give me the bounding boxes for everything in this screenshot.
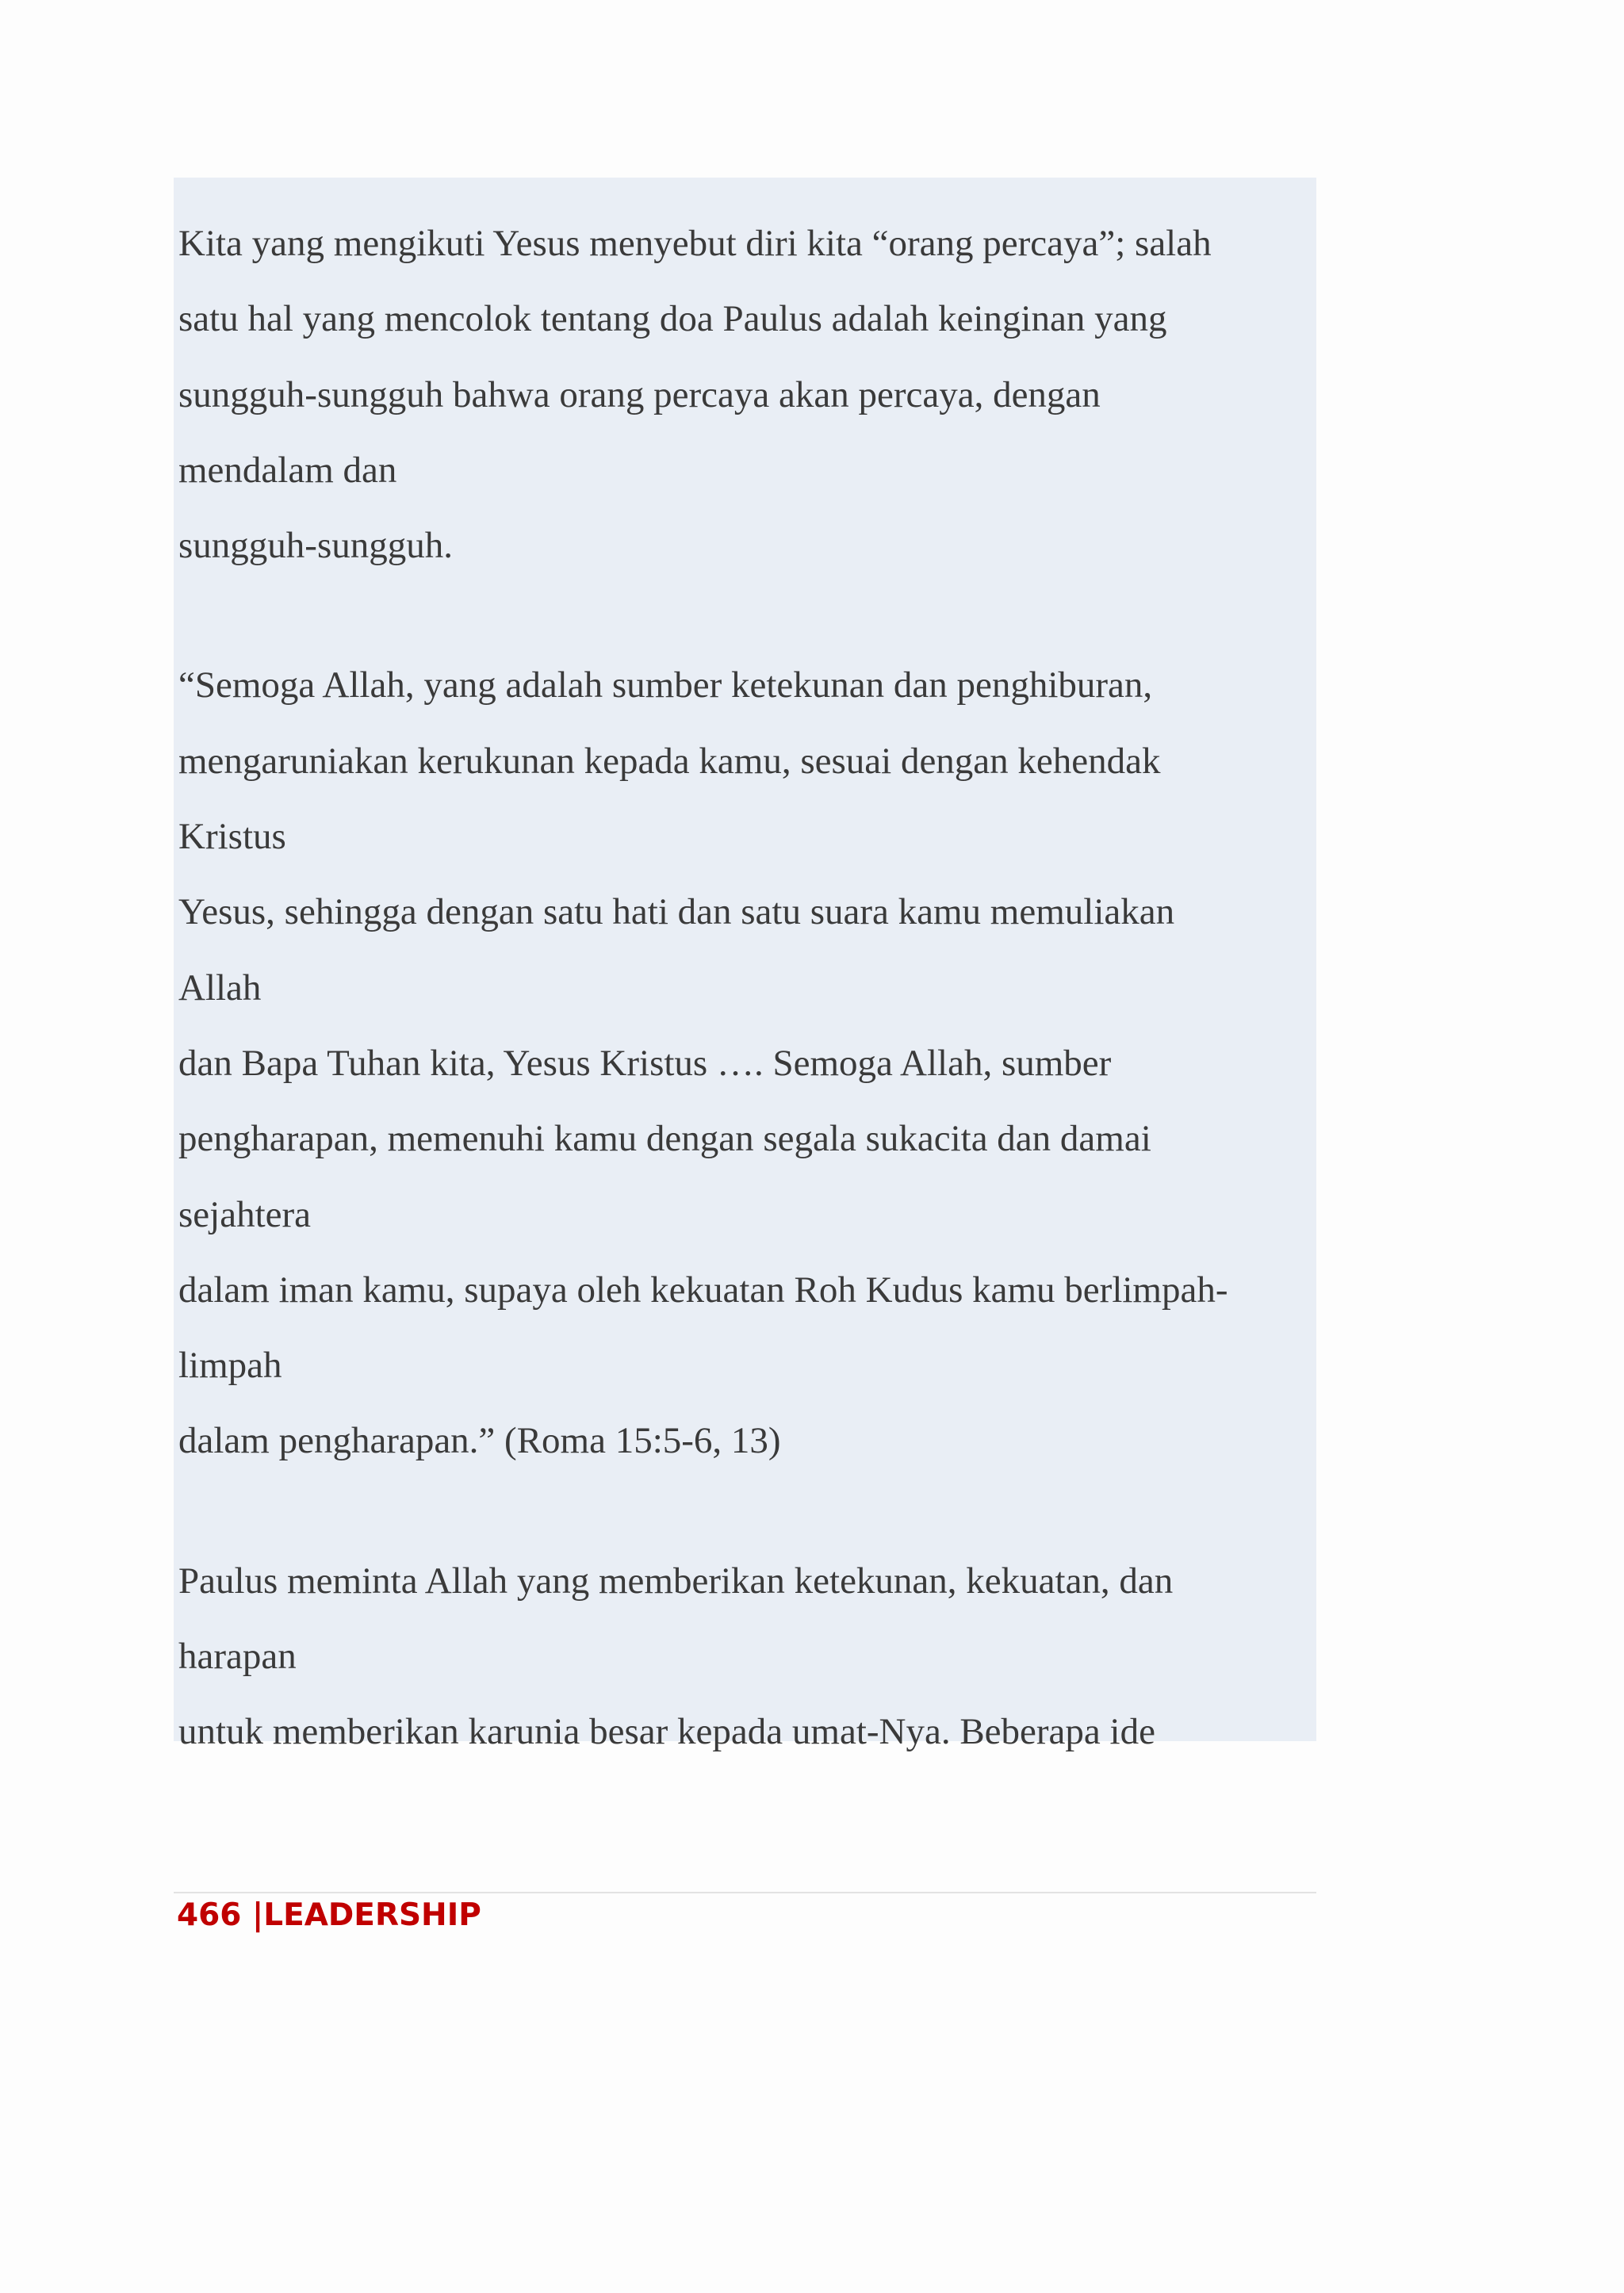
text-line: pengharapan, memenuhi kamu dengan segala sukacita dan damai — [178, 1118, 1151, 1160]
text-line: mendalam dan — [178, 449, 397, 491]
text-line: dan Bapa Tuhan kita, Yesus Kristus …. Semoga Allah, sumber — [178, 1042, 1112, 1084]
text-line: harapan — [178, 1636, 297, 1678]
highlighted-text-block — [174, 178, 1316, 1753]
text-line: Yesus, sehingga dengan satu hati dan satu suara kamu memuliakan — [178, 891, 1175, 933]
text-line: Paulus meminta Allah yang memberikan ketekunan, kekuatan, dan — [178, 1560, 1174, 1602]
page-number: 466 — [177, 1897, 242, 1933]
footer-separator: | — [241, 1897, 264, 1933]
text-line: dalam iman kamu, supaya oleh kekuatan Roh Kudus kamu berlimpah- — [178, 1269, 1228, 1311]
page-footer — [177, 1897, 481, 1933]
text-line: Kita yang mengikuti Yesus menyebut diri kita “orang percaya”; salah — [178, 223, 1212, 264]
paragraph-gap — [178, 1480, 1316, 1544]
text-line: Kristus — [178, 816, 286, 858]
text-line: sungguh-sungguh bahwa orang percaya akan percaya, dengan — [178, 373, 1101, 415]
text-line: “Semoga Allah, yang adalah sumber ketekunan dan penghiburan, — [178, 664, 1153, 706]
text-line: satu hal yang mencolok tentang doa Paulus adalah keinginan yang — [178, 298, 1167, 340]
paragraph-1 — [178, 206, 1316, 584]
text-line: sungguh-sungguh. — [178, 525, 453, 567]
text-line: sejahtera — [178, 1193, 312, 1235]
text-line: dalam pengharapan.” (Roma 15:5-6, 13) — [178, 1420, 781, 1462]
paragraph-3 — [178, 1544, 1316, 1770]
paragraph-gap — [178, 584, 1316, 648]
text-line: Allah — [178, 967, 262, 1009]
text-line: limpah — [178, 1345, 282, 1387]
text-line: mengaruniakan kerukunan kepada kamu, sesuai dengan kehendak — [178, 740, 1161, 782]
text-line: untuk memberikan karunia besar kepada umat-Nya. Beberapa ide — [178, 1711, 1155, 1753]
section-title: LEADERSHIP — [263, 1897, 481, 1933]
footer-divider — [174, 1892, 1316, 1893]
paragraph-2-quote — [178, 648, 1316, 1479]
